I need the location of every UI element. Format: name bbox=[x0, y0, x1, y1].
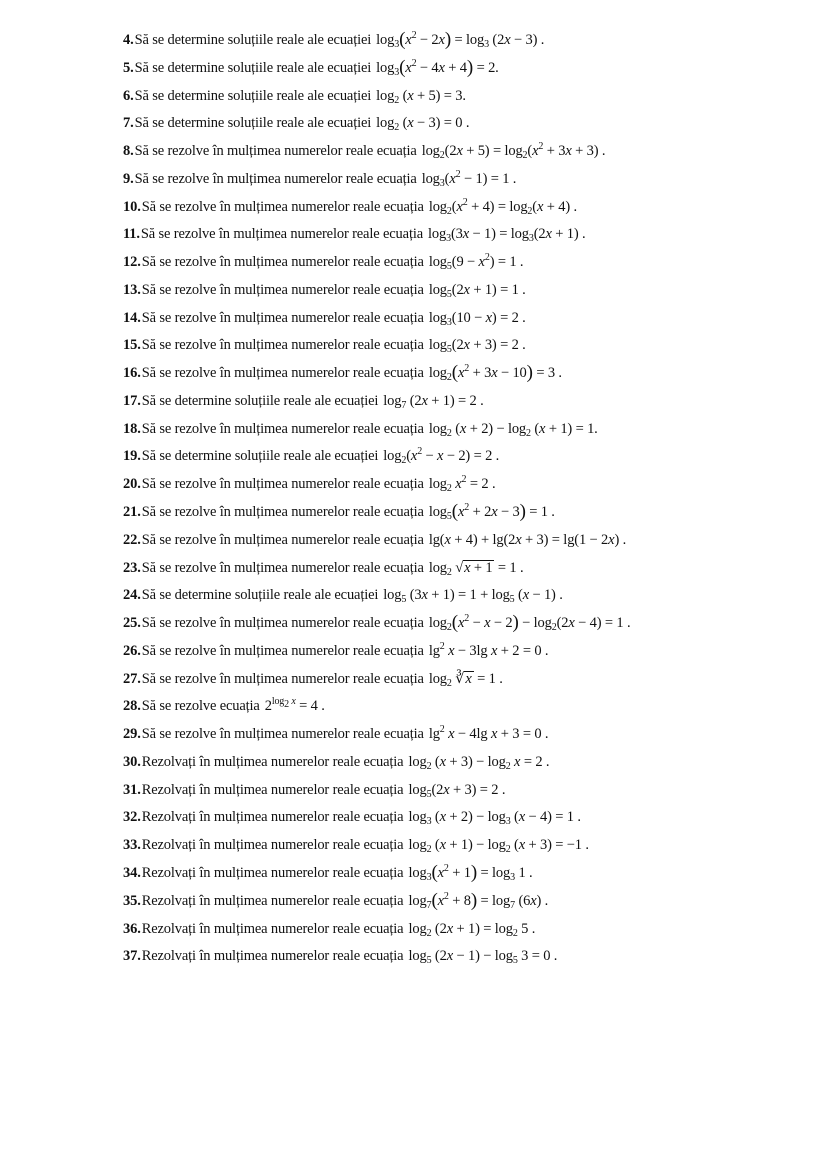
problem-statement: Să se rezolve în mulțimea numerelor reale ecuația bbox=[141, 309, 424, 326]
problem-statement: Rezolvați în mulțimea numerelor reale ecuația bbox=[141, 948, 404, 965]
problem-number: 17. bbox=[123, 392, 141, 409]
problem-equation: $\log_5 (2x - 1) - \log_5 3 = 0$ . bbox=[408, 948, 558, 967]
problem-number: 4. bbox=[123, 32, 134, 48]
problem-item bbox=[123, 749, 813, 777]
problem-number: 7. bbox=[123, 115, 134, 132]
problem-equation: $\log_2 √x + 1 = 1$ . bbox=[428, 559, 524, 578]
problem-statement: Să se rezolve în mulțimea numerelor reale ecuația bbox=[141, 504, 424, 521]
problem-statement: Să se determine soluțiile reale ale ecuației bbox=[141, 448, 379, 465]
problem-equation: $\log_3(x^2 + 1) = \log_3 1$ . bbox=[408, 861, 533, 883]
problem-equation: $\log_2 (x - 3) = 0$ . bbox=[376, 115, 470, 134]
problem-number: 31. bbox=[123, 781, 141, 798]
problem-number: 11. bbox=[123, 226, 140, 243]
problem-equation: $\log_2 (x + 2) - \log_2 (x + 1) = 1$. bbox=[428, 420, 598, 439]
problem-number: 28. bbox=[123, 698, 141, 715]
problem-item bbox=[123, 610, 813, 638]
problem-equation: $\log_2 x^2 = 2$ . bbox=[428, 474, 496, 495]
problem-equation: $\log_2 (x + 3) - \log_2 x = 2$ . bbox=[408, 753, 550, 772]
problem-equation: $\log_2(2x + 5) = \log_2(x^2 + 3x + 3)$ . bbox=[421, 141, 606, 162]
problem-equation: $\log_2(x^2 - x - 2) = 2$ . bbox=[383, 446, 500, 467]
problem-item bbox=[123, 693, 813, 721]
problem-item bbox=[123, 388, 813, 416]
problem-statement: Să se determine soluțiile reale ale ecuației bbox=[134, 115, 372, 132]
problem-item bbox=[123, 332, 813, 360]
problem-statement: Să se rezolve în mulțimea numerelor reale ecuația bbox=[141, 281, 424, 298]
problem-statement: Rezolvați în mulțimea numerelor reale ecuația bbox=[141, 864, 404, 881]
problem-statement: Să se rezolve în mulțimea numerelor reale ecuația bbox=[141, 615, 424, 632]
problem-equation: $\log_2(x^2 + 4) = \log_2(x + 4)$ . bbox=[428, 196, 577, 217]
problem-equation: $\log_2 (x + 5) = 3$. bbox=[376, 87, 466, 106]
problem-equation: lg(x + 4) + lg(2x + 3) = lg(1 − 2x) . bbox=[428, 531, 627, 548]
problem-item bbox=[123, 194, 813, 222]
problem-statement: Să se determine soluțiile reale ale ecuației bbox=[134, 87, 372, 104]
problem-equation: $\log_5 (3x + 1) = 1 + \log_5 (x - 1)$ . bbox=[383, 587, 563, 606]
problem-statement: Să se rezolve în mulțimea numerelor reale ecuația bbox=[134, 143, 417, 160]
problem-equation: $\log_5(2x + 3) = 2$ . bbox=[428, 337, 526, 356]
problem-list bbox=[123, 27, 813, 971]
problem-equation: $\log_3(x^2 - 4x + 4) = 2$. bbox=[376, 56, 499, 78]
problem-statement: Să se rezolve în mulțimea numerelor reale ecuația bbox=[141, 670, 424, 687]
problem-equation: $\log_2(x^2 + 3x - 10) = 3$ . bbox=[428, 362, 562, 384]
problem-number: 23. bbox=[123, 559, 141, 576]
problem-statement: Să se rezolve în mulțimea numerelor reale ecuația bbox=[141, 198, 424, 215]
problem-number: 34. bbox=[123, 864, 141, 881]
problem-item bbox=[123, 83, 813, 111]
problem-statement: Rezolvați în mulțimea numerelor reale ecuația bbox=[141, 781, 404, 798]
problem-item bbox=[123, 777, 813, 805]
problem-number: 8. bbox=[123, 143, 134, 160]
problem-item bbox=[123, 804, 813, 832]
problem-number: 13. bbox=[123, 281, 141, 298]
problem-number: 6. bbox=[123, 87, 134, 104]
problem-item bbox=[123, 527, 813, 555]
problem-number: 26. bbox=[123, 642, 141, 659]
problem-equation: $2^{log_2 x} = 4$ . bbox=[264, 696, 325, 715]
problem-number: 29. bbox=[123, 726, 141, 743]
problem-number: 14. bbox=[123, 309, 141, 326]
problem-statement: Să se rezolve în mulțimea numerelor reale ecuația bbox=[141, 531, 424, 548]
problem-item bbox=[123, 443, 813, 471]
problem-equation: $\log_3(10 - x) = 2$ . bbox=[428, 309, 526, 328]
problem-statement: Să se rezolve în mulțimea numerelor reale ecuația bbox=[141, 642, 424, 659]
problem-equation: $\log_7(x^2 + 8) = \log_7 (6x)$ . bbox=[408, 889, 549, 911]
problem-statement: Să se determine soluțiile reale ale ecuației bbox=[134, 59, 372, 76]
problem-item bbox=[123, 138, 813, 166]
problem-equation: $\log_2 (x + 1) - \log_2 (x + 3) = -1$ . bbox=[408, 837, 589, 856]
problem-equation: $\log_2 (2x + 1) = \log_2 5$ . bbox=[408, 920, 536, 939]
problem-number: 16. bbox=[123, 365, 141, 382]
problem-number: 36. bbox=[123, 920, 141, 937]
problem-number: 18. bbox=[123, 420, 141, 437]
problem-statement: Să se determine soluțiile reale ale ecuației bbox=[141, 587, 379, 604]
problem-statement: Să se rezolve în mulțimea numerelor reale ecuația bbox=[141, 726, 424, 743]
problem-equation: $\log_3(3x - 1) = \log_3(2x + 1)$ . bbox=[428, 226, 586, 245]
problem-item bbox=[123, 832, 813, 860]
problem-item bbox=[123, 27, 813, 55]
problem-number: 32. bbox=[123, 809, 141, 826]
problem-number: 35. bbox=[123, 892, 141, 909]
problem-equation: $\log_3 (x + 2) - \log_3 (x - 4) = 1$ . bbox=[408, 809, 581, 828]
problem-equation: $\log_2$ ∛x = 1 . bbox=[428, 670, 503, 689]
problem-item bbox=[123, 638, 813, 666]
problem-statement: Rezolvați în mulțimea numerelor reale ecuația bbox=[141, 892, 404, 909]
problem-equation: $\lg^2 x - 3\lg$ x + 2 = 0 . bbox=[428, 640, 549, 659]
problem-item bbox=[123, 416, 813, 444]
problem-number: 9. bbox=[123, 170, 134, 187]
problem-statement: Să se rezolve în mulțimea numerelor reale ecuația bbox=[141, 365, 424, 382]
problem-statement: Să se rezolve în mulțimea numerelor reale ecuația bbox=[141, 559, 424, 576]
problem-item bbox=[123, 277, 813, 305]
problem-equation: $\lg^2 x - 4\lg$ x + 3 = 0 . bbox=[428, 724, 549, 743]
problem-item bbox=[123, 360, 813, 388]
problem-statement: Să se rezolve în mulțimea numerelor reale ecuația bbox=[141, 420, 424, 437]
problem-item bbox=[123, 721, 813, 749]
problem-statement: Să se determine soluțiile reale ale ecuației bbox=[141, 392, 379, 409]
problem-number: 5. bbox=[123, 59, 134, 76]
problem-statement: Să se rezolve în mulțimea numerelor reale ecuația bbox=[141, 337, 424, 354]
problem-statement: Rezolvați în mulțimea numerelor reale ecuația bbox=[141, 920, 404, 937]
problem-equation: $\log_5(x^2 + 2x - 3) = 1$ . bbox=[428, 501, 555, 523]
problem-item bbox=[123, 582, 813, 610]
problem-item bbox=[123, 221, 813, 249]
problem-statement: Rezolvați în mulțimea numerelor reale ecuația bbox=[141, 809, 404, 826]
problem-equation: $\log_5(2x + 1) = 1$ . bbox=[428, 281, 526, 300]
problem-item bbox=[123, 888, 813, 916]
problem-number: 33. bbox=[123, 837, 141, 854]
problem-item bbox=[123, 55, 813, 83]
problem-statement: Să se rezolve ecuația bbox=[141, 698, 260, 715]
problem-number: 20. bbox=[123, 476, 141, 493]
problem-equation: $\log_5(9 - x^2) = 1$ . bbox=[428, 252, 524, 273]
problem-statement: Să se rezolve în mulțimea numerelor reale ecuația bbox=[141, 254, 424, 271]
problem-number: 24. bbox=[123, 587, 141, 604]
problem-number: 19. bbox=[123, 448, 141, 465]
problem-statement: Rezolvați în mulțimea numerelor reale ecuația bbox=[141, 837, 404, 854]
problem-item bbox=[123, 305, 813, 333]
problem-number: 22. bbox=[123, 531, 141, 548]
problem-number: 30. bbox=[123, 753, 141, 770]
problem-item bbox=[123, 499, 813, 527]
problem-number: 37. bbox=[123, 948, 141, 965]
problem-number: 10. bbox=[123, 198, 141, 215]
problem-equation: $\log_3(x^2 - 2x) = \log_3 (2x - 3)$ . bbox=[376, 29, 545, 50]
problem-number: 21. bbox=[123, 504, 141, 521]
problem-number: 15. bbox=[123, 337, 141, 354]
problem-item bbox=[123, 860, 813, 888]
problem-statement: Rezolvați în mulțimea numerelor reale ecuația bbox=[141, 753, 404, 770]
problem-equation: $\log_2(x^2 - x - 2) - \log_2(2x - 4) = 1$ . bbox=[428, 612, 631, 634]
problem-statement: Să se determine soluțiile reale ale ecuației bbox=[134, 32, 372, 48]
problem-item bbox=[123, 916, 813, 944]
problem-statement: Să se rezolve în mulțimea numerelor reale ecuația bbox=[141, 476, 424, 493]
problem-item bbox=[123, 249, 813, 277]
problem-number: 12. bbox=[123, 254, 141, 271]
problem-number: 27. bbox=[123, 670, 141, 687]
problem-item bbox=[123, 666, 813, 694]
problem-item bbox=[123, 166, 813, 194]
problem-number: 25. bbox=[123, 615, 141, 632]
problem-equation: $\log_3(x^2 - 1) = 1$ . bbox=[421, 168, 517, 189]
problem-item bbox=[123, 471, 813, 499]
problem-equation: $\log_5(2x + 3) = 2$ . bbox=[408, 781, 506, 800]
problem-equation: $\log_7 (2x + 1) = 2$ . bbox=[383, 392, 484, 411]
problem-statement: Să se rezolve în mulțimea numerelor reale ecuația bbox=[134, 170, 417, 187]
problem-statement: Să se rezolve în mulțimea numerelor reale ecuația bbox=[140, 226, 423, 243]
problem-item bbox=[123, 110, 813, 138]
problem-item bbox=[123, 555, 813, 583]
problem-item bbox=[123, 943, 813, 971]
